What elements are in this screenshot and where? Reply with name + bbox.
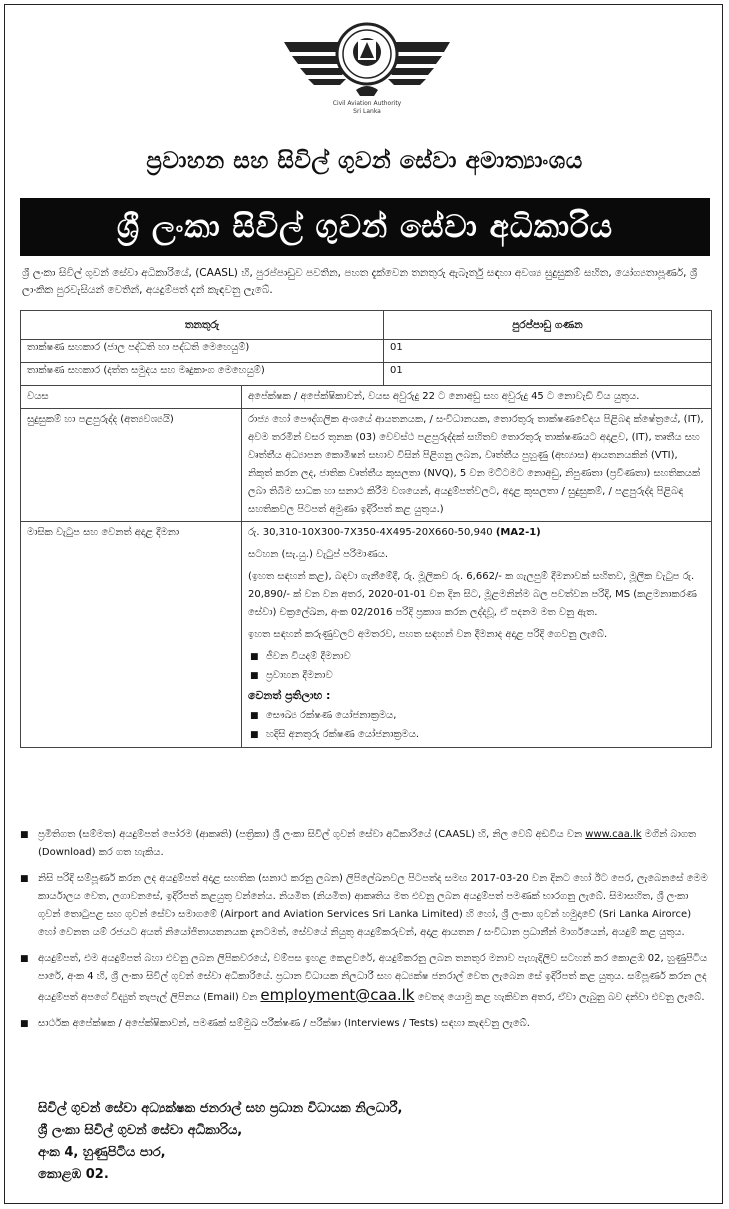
requirements-table: [20, 385, 712, 748]
list-item: [18, 826, 710, 862]
age-label: වයස: [21, 386, 242, 409]
intro-paragraph: ශ්‍රී ලංකා සිවිල් ගුවන් සේවා අධිකාරියේ, (CAASL) හි, පුරප්පාඩුව පවතින, පහත දැක්වෙන තනතුරු ඇබෑර්තු සඳහා අවශ්‍ය සුදුසුකම් සහිත, යෝග්‍යතාපූර්ණ, ශ්‍රී ලාංකික පුරවැසියන් වෙතින්, අයදුම්පත් දන් කැඳවනු ලැබේ.: [22, 267, 698, 296]
logo-caption-line2: Sri Lanka: [353, 108, 381, 115]
table-row: [21, 409, 712, 522]
post-name: තාක්ෂණ සහකාර (ජාල පද්ධති හා පද්ධති මෙහෙයුම්): [21, 340, 384, 363]
age-text: අපේක්ෂක / අපේක්ෂිකාවන්, වයස අවුරුදු 22 ට නොඅඩු සහ අවුරුදු 45 ට නොවැඩි විය යුතුය.: [242, 386, 712, 409]
vacancy-table: [20, 310, 712, 386]
post-name: තාක්ෂණ සහකාර (දත්ත සමුදය සහ මෘදුකාංග මෙහෙයුම්): [21, 363, 384, 386]
note-download-text: ප්‍රමිතිගත (සම්මත) අයදුම්පත් පෝරම (ආකෘති) (පත්‍රිකා) ශ්‍රී ලංකා සිවිල් ගුවන් සේවා අධිකාරියේ (CAASL) හි, නිල වෙබ් අඩවිය වන: [38, 829, 583, 840]
vacancy-count: 01: [384, 363, 712, 386]
other-benefits-list: [248, 707, 705, 744]
signature-line: කොළඹ 02.: [38, 1167, 109, 1182]
website-link[interactable]: www.caa.lk: [585, 829, 642, 840]
list-item: ■ නිසි පරිදි සම්පූර්ණ කරන ලද අයදුම්පත් අදාළ සහතික (සනාථ කරනු ලබන) ලිපිලේඛනවල පිටපත්ද සමඟ 2017-03-20 වන දිනට හෝ ඊට පෙර, ලැබෙනසේ මෙම කාර්යාලය වෙත, ලගාවනසේ, ඉදිරිපත් කළයුතු වන්නේය. නියමිත (නියමිත) ආකෘතිය මත එවනු ලබන අයදුම්පත් පමණක් භාරගනු ලැබේ. සිමාසහිත, ශ්‍රී ලංකා ගුවන් තොටුපළ සහ ගුවන් සේවා සමාගමේ (Airport and Aviation Services Sri Lanka Limited) හි හෝ, ශ්‍රී ලංකා ගුවන් හමුදාවේ (Sri Lanka Airorce) හෝ වෙනත යම් රජයට අයත් නියෝජිතායතනයක දැනටමත්, සේවයේ නියුතු අයදුම්කරුවන්, අදාළ ආයතන / සංවිධාන ප්‍රධානීන් මාර්ගයෙන්, අයදුම් කළ යුතුය.: [18, 870, 710, 942]
salary-scale: රු. 30,310-10X300-7X350-4X495-20X660-50,940: [248, 527, 493, 538]
authority-banner: ශ්‍රී ලංකා සිවිල් ගුවන් සේවා අධිකාරිය: [20, 198, 710, 256]
column-header-post: තනතුරු: [21, 311, 384, 340]
list-item: ■ ජීවන වියදම් දීමනාව: [248, 648, 705, 666]
ministry-title: ප්‍රවාහන සහ සිවිල් ගුවන් සේවා අමාත්‍යාංශය: [146, 148, 583, 174]
salary-code: (MA2-1): [495, 527, 541, 538]
vacancy-count: 01: [384, 340, 712, 363]
list-item: ■ ප්‍රවාහන දීමනාව: [248, 667, 705, 685]
logo-caption: [312, 100, 422, 116]
list-item: ■ සෞඛ්‍ය රක්ෂණ යෝජනාක්‍රමය,: [248, 707, 705, 725]
table-row: [21, 522, 712, 748]
allowance-list: [248, 648, 705, 685]
logo-caption-line1: Civil Aviation Authority: [332, 100, 402, 107]
list-item: ■ සාර්ථක අපේක්ෂක / අපේක්ෂිකාවන්, පමණක් සම්මුඛ පරීක්ෂණ / පරීක්ෂා (Interviews / Tests) සඳහා කැඳවනු ලැබේ.: [18, 1015, 710, 1033]
table-row: [21, 386, 712, 409]
qualification-label: සුදුසුකම් හා පළපුරුද්ද (අත්‍යවශ්‍යයි): [21, 409, 242, 522]
list-item: ■ හදිසි අනතුරු රක්ෂණ යෝජනාක්‍රමය.: [248, 726, 705, 744]
table-row: [21, 340, 712, 363]
email-link[interactable]: employment@caa.lk: [260, 986, 415, 1004]
allowance-intro: ඉහත සඳහන් කරුණුවලට අමතරව, පහත සඳහන් වන දීමනාද අදාළ පරිදි ගෙවනු ලැබේ.: [248, 629, 608, 640]
salary-paragraph: (ඉහත සඳහන් කළ), බඳවා ගැනීමේදී, රු. මූලිකව රු. 6,662/- ක ගැලපුම් දීමනාවක් සහිතව, මූලික වැටුප රු. 20,890/- ක් වන වන අතර, 2020-01-01 වන දින සිට, මූළමනින්ම බල පවත්වන පරිදි, MS (කළමනාකරණ සේවා) චක්‍රලේඛන, අංක 02/2016 පරිදි ප්‍රකාශ කරන ලද්දවූ, ඒ පදනම මත වනු ඇත.: [248, 571, 697, 618]
vacancy-table-header: [21, 311, 712, 340]
qualification-text: රාජ්‍ය හෝ පෞද්ගලික අංශයේ ආයතනයක, / සංවිධානයක, තොරතුරු තාක්ෂණවේදය පිළිබඳ ක්ෂේත්‍රයේ, (IT), අවම තරමින් වසර තුනක (03) වෙවස්ථ පළපුරුද්දක් සහිතව තොරතුරු තාක්ෂණයට අදාළව, (IT), තෘතීය සහ වෘත්තීය අධ්‍යාපන කොමිෂන් සභාව විසින් පිළිගනු ලබන, වෘත්තීය පුහුණු (අභ්‍යාස) ආයතනයකින් (VTI), නිකුත් කරන ලද, ජාතික වෘත්තීය කුසලතා (NVQ), 5 වන මට්ටමට නොඅඩු, නිපුණතා (ප්‍රවීණතා) සහතිකයක් ලබා තිබීම සාධක හා සනාථ කිරීම වශයෙන්, අයදුම්පත්වලට, අදාළ කුසලතා / සුදුසුකම්, / පළපුරුද්ද පිළිබඳ සහතිකවල පිටපත් අමුණා ඉදිරිපත් කළ යුතුය.): [242, 409, 712, 522]
column-header-vacancies: පුරප්පාඩු ගණන: [384, 311, 712, 340]
signature-line: අංක 4, හුණුපිටිය පාර,: [38, 1145, 166, 1160]
signature-line: ශ්‍රී ලංකා සිවිල් ගුවන් සේවා අධිකාරිය,: [38, 1123, 243, 1138]
signature-block: [38, 1098, 402, 1186]
salary-scale-line: [248, 524, 705, 542]
note-download-end: මගින් බාගත (Download) කර ගත හැකිය.: [38, 829, 697, 858]
list-item: [18, 950, 710, 1007]
signature-line: සිවිල් ගුවන් සේවා අධ්‍යක්ෂක ජනරාල් සහ ප්‍රධාන විධායක නිලධාරී,: [38, 1101, 403, 1116]
note-submission-end: වෙතද යොමු කළ හැකිවන අතර, ඒවා ලැබුනු බව දන්වා එවනු ලැබේ.: [417, 992, 705, 1003]
notes-list: [18, 826, 710, 1041]
note-submission-text: අයදුම්පත්, එම අයදුම්පත් බහා එවනු ලබන ලිපිකවරයේ, වම්පස ඉහළ කෙළවරේ, අයදුම්කරනු ලබන තනතුර මනාව පැහැදිලිව සටහන් කර කොළඹ 02, හුණුපිටිය පාරේ, අංක 4 හි, ශ්‍රී ලංකා සිවිල් ගුවන් සේවා අධිකාරියේ. ප්‍රධාන විධායක නිලධාරී සහ අධ්‍යක්ෂ ජනරාල් වෙත ලැබෙන සේ ඉදිරිපත් කළ යුතුය. සම්පූර්ණ කරන ලද අයදුම්පත් අපගේ විද්‍යුත් තැපැල් ලිපිනය (Email) වන: [38, 953, 708, 1003]
other-benefits-heading: වෙනත් ප්‍රතිලාභ :: [248, 689, 331, 702]
table-row: [21, 363, 712, 386]
salary-note: සටහන (සැ.යු.) වැටුප් පරිමාණය.: [248, 549, 389, 560]
salary-label: මාසික වැටුප සහ වෙනත් අදාළ දීමනා: [21, 522, 242, 748]
salary-cell: [242, 522, 712, 748]
